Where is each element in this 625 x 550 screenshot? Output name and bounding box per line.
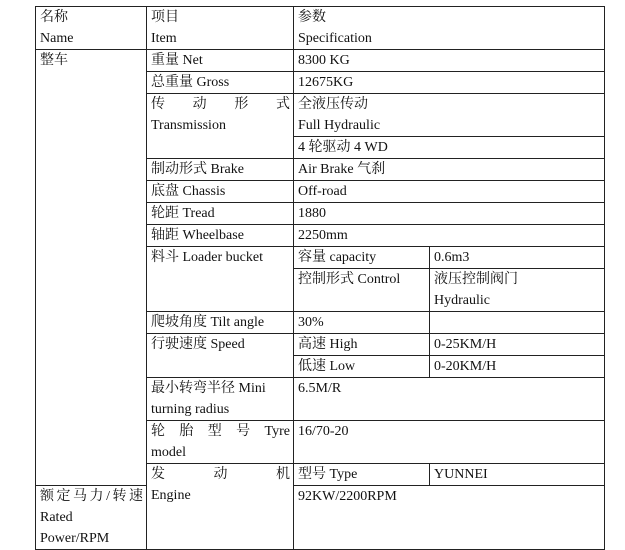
spec-table — [35, 6, 605, 550]
speed-high-value: 0-25KM/H — [430, 334, 605, 356]
speed-label: 行驶速度 Speed — [147, 334, 294, 378]
speed-low-value: 0-20KM/H — [430, 356, 605, 378]
net-label: 重量 Net — [147, 50, 294, 72]
gross-label: 总重量 Gross — [147, 72, 294, 94]
capacity-label: 容量 capacity — [294, 247, 430, 269]
section-engine: 发 动 机 Engine — [147, 464, 294, 550]
turning-label: 最小转弯半径 Mini turning radius — [147, 378, 294, 421]
transmission-value: 全液压传动 Full Hydraulic — [294, 94, 605, 137]
header-name: 名称 Name — [36, 7, 147, 50]
gross-value: 12675KG — [294, 72, 605, 94]
speed-high-label: 高速 High — [294, 334, 430, 356]
tilt-label: 爬坡角度 Tilt angle — [147, 312, 294, 334]
power-value: 92KW/2200RPM — [294, 486, 605, 550]
engine-type-label: 型号 Type — [294, 464, 430, 486]
power-label: 额 定 马 力 / 转 速 Rated Power/RPM — [36, 486, 147, 550]
brake-value: Air Brake 气刹 — [294, 159, 605, 181]
section-vehicle: 整车 — [36, 50, 147, 486]
tilt-empty — [430, 312, 605, 334]
capacity-value: 0.6m3 — [430, 247, 605, 269]
speed-low-label: 低速 Low — [294, 356, 430, 378]
chassis-value: Off-road — [294, 181, 605, 203]
tread-value: 1880 — [294, 203, 605, 225]
control-label: 控制形式 Control — [294, 269, 430, 312]
row-engine-power — [36, 486, 605, 550]
transmission-label: 传 动 形 式 Transmission — [147, 94, 294, 159]
tread-label: 轮距 Tread — [147, 203, 294, 225]
tilt-value: 30% — [294, 312, 430, 334]
header-item: 项目 Item — [147, 7, 294, 50]
bucket-label: 料斗 Loader bucket — [147, 247, 294, 312]
wheelbase-value: 2250mm — [294, 225, 605, 247]
wheelbase-label: 轴距 Wheelbase — [147, 225, 294, 247]
row-net — [36, 50, 605, 72]
tyre-value: 16/70-20 — [294, 421, 605, 464]
control-value: 液压控制阀门 Hydraulic — [430, 269, 605, 312]
net-value: 8300 KG — [294, 50, 605, 72]
engine-type-value: YUNNEI — [430, 464, 605, 486]
turning-value: 6.5M/R — [294, 378, 605, 421]
chassis-label: 底盘 Chassis — [147, 181, 294, 203]
header-row — [36, 7, 605, 50]
tyre-label: 轮 胎 型 号 Tyre model — [147, 421, 294, 464]
brake-label: 制动形式 Brake — [147, 159, 294, 181]
drive-value: 4 轮驱动 4 WD — [294, 137, 605, 159]
header-spec: 参数 Specification — [294, 7, 605, 50]
